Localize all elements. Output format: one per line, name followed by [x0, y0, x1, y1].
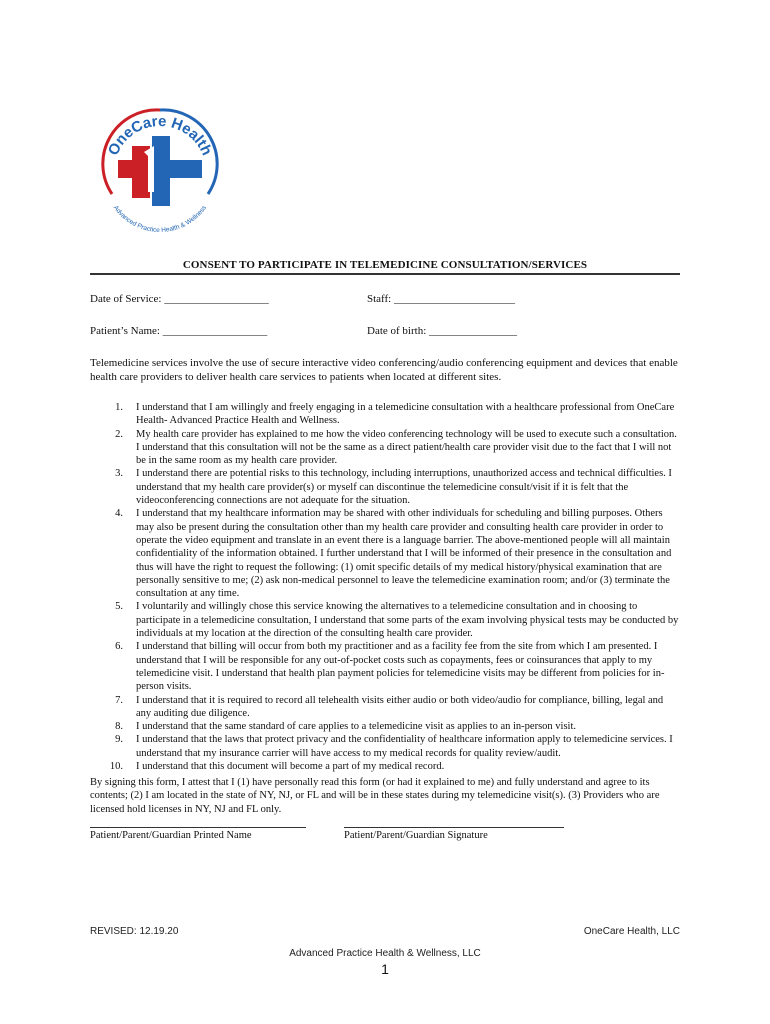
list-item: [90, 760, 680, 773]
title-divider: [90, 273, 680, 275]
item-number: 5.: [115, 601, 123, 613]
item-number: 7.: [115, 694, 123, 706]
list-item: [90, 428, 680, 468]
list-item: [90, 401, 680, 428]
item-number: 9.: [115, 734, 123, 746]
footer-company: OneCare Health, LLC: [583, 926, 680, 937]
item-number: 1.: [115, 402, 123, 413]
item-number: 6.: [115, 641, 123, 653]
item-number: 10.: [109, 761, 123, 773]
footer-center-company: Advanced Practice Health & Wellness, LLC: [289, 948, 481, 959]
item-text: I understand there are potential risks to this technology, including interruptions, unauthorized access and technical difficulties. I understand that my health care provider(s) or myself can discontinue the telemedicine consult/visit if it is felt that the videoconferencing connections are not adequate for the situation.: [136, 468, 672, 507]
form-title: CONSENT TO PARTICIPATE IN TELEMEDICINE CONSULTATION/SERVICES: [182, 259, 588, 271]
item-text: I understand that I am willingly and freely engaging in a telemedicine consultation with a healthcare professional from OneCare Health- Advanced Practice Health and Wellness.: [136, 402, 675, 427]
revised-date: REVISED: 12.19.20: [90, 926, 179, 937]
patient-name-field[interactable]: Patient’s Name: ___________________: [90, 325, 268, 337]
signature-line[interactable]: [344, 827, 564, 828]
list-item: [90, 733, 680, 760]
list-item: [90, 720, 680, 733]
item-text: I understand that my healthcare information may be shared with other individuals for scheduling and billing purposes. Others may also be present during the consultation other than my health care provider and consulting health care provider in order to operate the video equipment and translate in an event there is a language barrier. The above-mentioned people will all maintain confidentiality of the information obtained. I further understand that I will be informed of their presence in the consultation and thus will have the right to request the following: (1) omit specific details of my medical history/physical examination that are personally sensitive to me; (2) ask non-medical personnel to leave the telemedicine examination room; and/or (3) terminate the consultation at any time.: [136, 508, 672, 600]
item-text: I understand that the same standard of care applies to a telemedicine visit as applies to an in-person visit.: [136, 721, 576, 733]
date-of-service-field[interactable]: Date of Service: ___________________: [90, 293, 269, 305]
printed-name-label: Patient/Parent/Guardian Printed Name: [90, 830, 252, 841]
staff-field[interactable]: Staff: ______________________: [367, 293, 515, 305]
item-text: I understand that the laws that protect privacy and the confidentiality of healthcare information apply to telemedicine services. I understand that my insurance carrier will have access to my medical records for quality review/audit.: [136, 734, 673, 759]
consent-statements: [90, 401, 680, 773]
item-text: I voluntarily and willingly chose this service knowing the alternatives to a telemedicine consultation and in choosing to participate in a telemedicine consultation, I understand that some parts of the exam involving physical tests may be conducted by individuals at my location at the direction of the consulting health care provider.: [136, 601, 679, 640]
item-number: 4.: [115, 508, 123, 520]
item-text: I understand that this document will become a part of my medical record.: [136, 761, 445, 773]
item-text: I understand that billing will occur from both my practitioner and as a facility fee from the site from which I am presented. I understand that I will be responsible for any out-of-pocket costs such as copayments, fees or coinsurances that apply to my telemedicine visit. I understand that health plan payment policies for telemedicine visits may be different from policies for in-person visits.: [136, 641, 665, 693]
attestation-paragraph: By signing this form, I attest that I (1) have personally read this form (or had it explained to me) and fully understand and agree to its contents; (2) I am located in the state of NY, NJ, or FL and will be in these states during my telemedicine visit(s). (3) Providers who are licensed hold licenses in NY, NJ and FL only.: [90, 777, 660, 815]
list-item: [90, 467, 680, 507]
list-item: [90, 694, 680, 721]
intro-paragraph: Telemedicine services involve the use of secure interactive video conferencing/audio conferencing equipment and devices that enable health care providers to deliver health care services to patients when located at different sites.: [90, 357, 678, 383]
item-number: 3.: [115, 468, 123, 480]
page-number: 1: [381, 961, 389, 977]
item-text: I understand that it is required to record all telehealth visits either audio or both video/audio for compliance, billing, legal and any auditing due diligence.: [136, 694, 664, 719]
onecare-health-logo: [92, 96, 228, 232]
item-number: 8.: [115, 721, 123, 733]
list-item: [90, 640, 680, 693]
list-item: [90, 600, 680, 640]
signature-label: Patient/Parent/Guardian Signature: [344, 830, 488, 841]
logo-brand-text: OneCare Health: [104, 112, 216, 159]
item-number: 2.: [115, 428, 123, 440]
list-item: [90, 507, 680, 600]
printed-name-line[interactable]: [90, 827, 306, 828]
item-text: My health care provider has explained to me how the video conferencing technology will be used to execute such a consultation. I understand that this consultation will not be the same as a direct patient/health care provider visit due to the fact that I will not be in the same room as my health care provider.: [136, 428, 677, 467]
logo-tagline-text: Advanced Practice Health & Wellness: [111, 204, 209, 232]
date-of-birth-field[interactable]: Date of birth: ________________: [367, 325, 518, 337]
